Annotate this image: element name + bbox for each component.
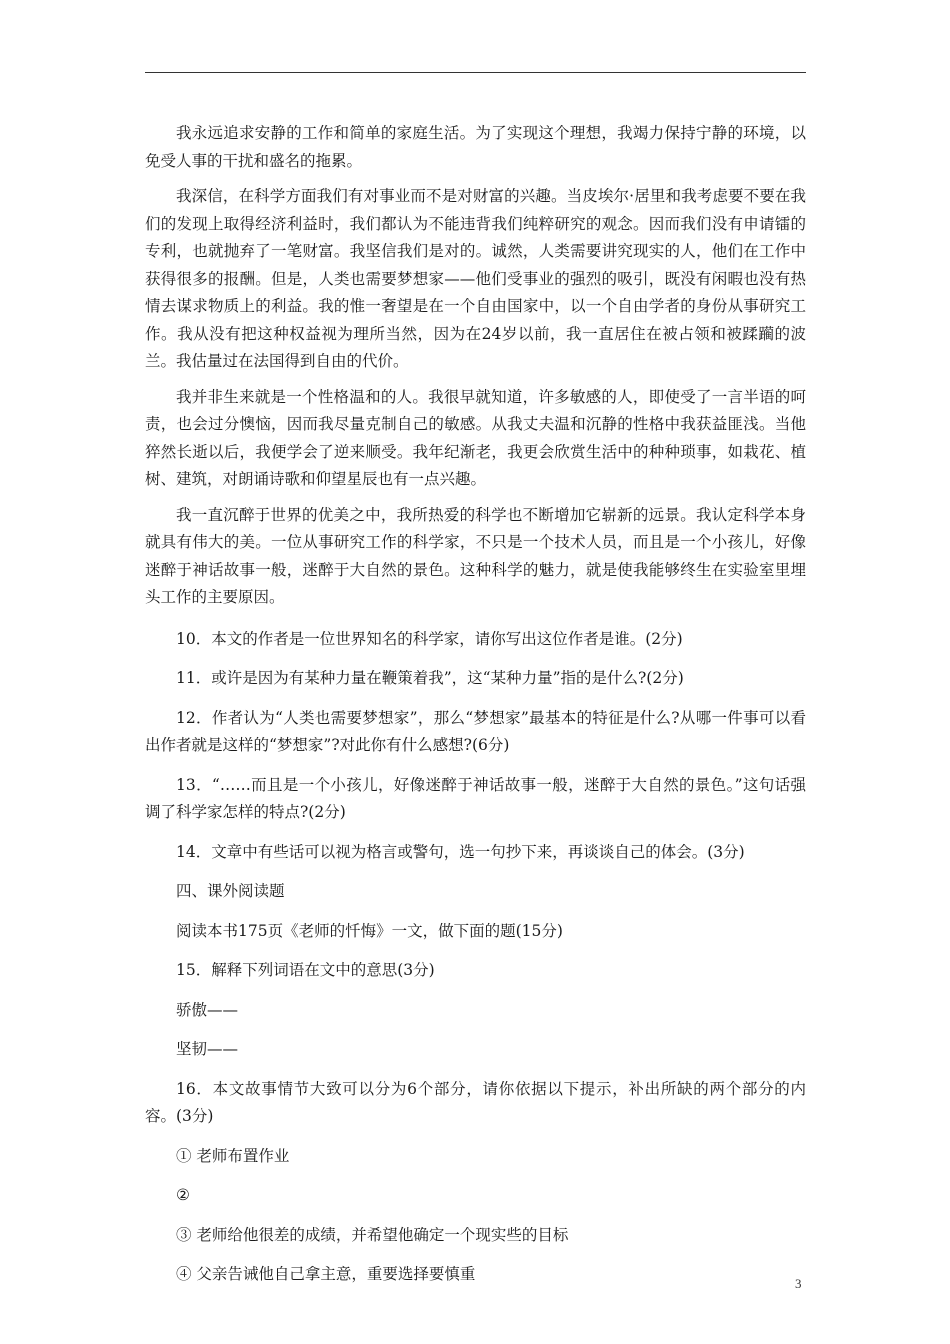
- question-11: 11．或许是因为有某种力量在鞭策着我”，这“某种力量”指的是什么?(2分): [176, 669, 684, 687]
- question-15: 15．解释下列词语在文中的意思(3分): [176, 961, 435, 979]
- question-13: 13．“……而且是一个小孩儿，好像迷醉于神话故事一般，迷醉于大自然的景色。”这句话强调了科学家怎样的特点?(2分): [145, 775, 806, 821]
- reading-instruction: 阅读本书175页《老师的忏悔》一文，做下面的题(15分): [176, 921, 563, 940]
- plot-item-3: ③ 老师给他很差的成绩，并希望他确定一个现实些的目标: [176, 1225, 569, 1244]
- page-number: 3: [795, 1276, 802, 1291]
- plot-item-4: ④ 父亲告诫他自己拿主意，重要选择要慎重: [176, 1265, 476, 1283]
- paragraph-3: 我并非生来就是一个性格温和的人。我很早就知道，许多敏感的人，即使受了一言半语的呵责，也会过分懊恼，因而我尽量克制自己的敏感。从我丈夫温和沉静的性格中我获益匪浅。当他猝然长逝以后，我便学会了逆来顺受。我年纪渐老，我更会欣赏生活中的种种琐事，如栽花、植树、建筑，对朗诵诗歌和仰望星辰也有一点兴趣。: [145, 387, 806, 488]
- vocab-item-2: 坚韧——: [176, 1040, 239, 1058]
- section-heading: 四、课外阅读题: [176, 882, 285, 900]
- plot-item-2: ②: [176, 1186, 190, 1204]
- question-16: 16．本文故事情节大致可以分为6个部分，请你依据以下提示，补出所缺的两个部分的内容。(3分): [145, 1079, 806, 1125]
- question-12: 12．作者认为“人类也需要梦想家”，那么“梦想家”最基本的特征是什么?从哪一件事可以看出作者就是这样的“梦想家”?对此你有什么感想?(6分): [145, 708, 806, 754]
- vocab-item-1: 骄傲——: [176, 1000, 239, 1019]
- document-body: [145, 120, 806, 1301]
- header-rule: [145, 72, 806, 73]
- plot-item-1: ① 老师布置作业: [176, 1146, 290, 1165]
- paragraph-2: 我深信，在科学方面我们有对事业而不是对财富的兴趣。当皮埃尔·居里和我考虑要不要在我们的发现上取得经济利益时，我们都认为不能违背我们纯粹研究的观念。因而我们没有申请镭的专利，也就抛弃了一笔财富。我坚信我们是对的。诚然，人类需要讲究现实的人，他们在工作中获得很多的报酬。但是，人类也需要梦想家——他们受事业的强烈的吸引，既没有闲暇也没有热情去谋求物质上的利益。我的惟一奢望是在一个自由国家中，以一个自由学者的身份从事研究工作。我从没有把这种权益视为理所当然，因为在24岁以前，我一直居住在被占领和被蹂躏的波兰。我估量过在法国得到自由的代价。: [145, 187, 806, 370]
- paragraph-1: 我永远追求安静的工作和简单的家庭生活。为了实现这个理想，我竭力保持宁静的环境，以免受人事的干扰和盛名的拖累。: [145, 124, 806, 170]
- paragraph-4: 我一直沉醉于世界的优美之中，我所热爱的科学也不断增加它崭新的远景。我认定科学本身就具有伟大的美。一位从事研究工作的科学家，不只是一个技术人员，而且是一个小孩儿，好像迷醉于神话故事一般，迷醉于大自然的景色。这种科学的魅力，就是使我能够终生在实验室里埋头工作的主要原因。: [145, 505, 806, 606]
- question-14: 14．文章中有些话可以视为格言或警句，选一句抄下来，再谈谈自己的体会。(3分): [176, 842, 745, 861]
- question-10: 10．本文的作者是一位世界知名的科学家，请你写出这位作者是谁。(2分): [176, 629, 683, 648]
